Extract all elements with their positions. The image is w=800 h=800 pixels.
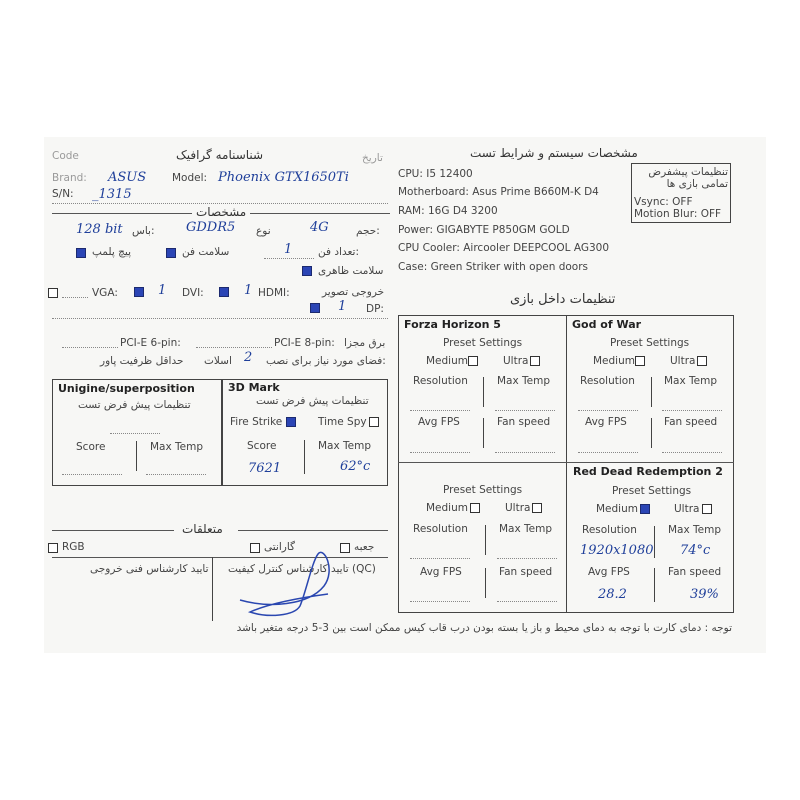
hdmi-checkbox[interactable]: [219, 287, 229, 297]
rdr2-medium-checkbox[interactable]: [640, 504, 650, 514]
3dmark-maxtemp-label: Max Temp: [318, 440, 372, 452]
model-value: Phoenix GTX1650Ti: [218, 170, 349, 185]
medium-label: Medium: [593, 355, 635, 367]
firestrike-checkbox[interactable]: [286, 417, 296, 427]
sn-value: _1315: [92, 187, 132, 202]
pcie6-label: PCI-E 6-pin:: [120, 337, 181, 349]
fan-count-label: تعداد فن:: [318, 246, 359, 258]
code-label: Code: [52, 150, 79, 162]
dvi-value: 1: [158, 283, 167, 298]
resolution-label: Resolution: [413, 375, 468, 387]
appearance-label: سلامت ظاهری: [318, 265, 384, 277]
avgfps-label: Avg FPS: [420, 566, 462, 578]
rdr2-maxtemp-value: 74°c: [680, 543, 711, 558]
dp-value: 1: [338, 299, 347, 314]
dp-label: DP:: [366, 303, 384, 315]
model-label: Model:: [172, 172, 208, 184]
rgb-checkbox[interactable]: [48, 543, 58, 553]
dvi-label: DVI:: [182, 287, 204, 299]
maxtemp-label: Max Temp: [668, 524, 722, 536]
screw-label: پیچ پلمپ: [92, 246, 131, 258]
rdr2-resolution-value: 1920x1080: [580, 543, 654, 558]
3dmark-score-value: 7621: [248, 461, 282, 476]
preset-label: Preset Settings: [612, 485, 692, 497]
gow-ultra-checkbox[interactable]: [697, 356, 707, 366]
output-label: خروجی تصویر: [322, 286, 385, 298]
display-settings-title: تنظیمات پیشفرض تمامی بازی ها: [648, 166, 728, 190]
game3-medium-checkbox[interactable]: [470, 503, 480, 513]
appearance-checkbox[interactable]: [302, 266, 312, 276]
maxtemp-label: Max Temp: [497, 375, 551, 387]
unigine-title: Unigine/superposition: [58, 382, 195, 395]
rdr2-fanspeed-value: 39%: [690, 587, 719, 602]
power-label: برق مجزا: [344, 337, 386, 349]
volume-label: حجم:: [356, 225, 380, 237]
game-title-forza: Forza Horizon 5: [404, 318, 501, 331]
timespy-label: Time Spy: [318, 416, 367, 428]
forza-medium-checkbox[interactable]: [468, 356, 478, 366]
avgfps-label: Avg FPS: [585, 416, 627, 428]
ultra-label: Ultra: [503, 355, 529, 367]
resolution-label: Resolution: [582, 524, 637, 536]
3dmark-title: 3D Mark: [228, 381, 280, 394]
system-cpu: CPU: I5 12400: [398, 168, 473, 180]
unigine-score-label: Score: [76, 441, 106, 453]
forza-ultra-checkbox[interactable]: [530, 356, 540, 366]
brand-label: Brand:: [52, 172, 87, 184]
vga-label: VGA:: [92, 287, 118, 299]
date-label: تاریخ: [362, 152, 383, 164]
fan-health-label: سلامت فن: [182, 246, 230, 258]
resolution-label: Resolution: [413, 523, 468, 535]
brand-value: ASUS: [108, 170, 147, 185]
games-title: تنظیمات داخل بازی: [510, 292, 616, 307]
motion-blur-setting: Motion Blur: OFF: [634, 208, 722, 220]
type-value: GDDR5: [186, 220, 236, 235]
vga-checkbox[interactable]: [48, 288, 58, 298]
bus-value: 128 bit: [76, 222, 123, 237]
timespy-checkbox[interactable]: [369, 417, 379, 427]
game-title-gow: God of War: [572, 318, 642, 331]
hdmi-value: 1: [244, 283, 253, 298]
psu-label: حداقل ظرفیت پاور: [100, 355, 184, 367]
ultra-label: Ultra: [505, 502, 531, 514]
avgfps-label: Avg FPS: [588, 566, 630, 578]
rdr2-avgfps-value: 28.2: [598, 587, 627, 602]
3dmark-score-label: Score: [247, 440, 277, 452]
card-title: شناسنامه گرافیک: [176, 148, 264, 162]
fanspeed-label: Fan speed: [497, 416, 551, 428]
screw-checkbox[interactable]: [76, 248, 86, 258]
resolution-label: Resolution: [580, 375, 635, 387]
game-title-rdr2: Red Dead Redemption 2: [573, 465, 723, 478]
box-label: جعبه: [354, 541, 375, 553]
specs-section-title: مشخصات: [196, 205, 247, 219]
3dmark-preset: تنظیمات پیش فرض تست: [256, 395, 369, 407]
fan-count-value: 1: [284, 242, 293, 257]
type-label: نوع: [256, 225, 271, 237]
fanspeed-label: Fan speed: [499, 566, 553, 578]
exit-approval-label: تایید کارشناس فنی خروجی: [90, 563, 209, 575]
game3-ultra-checkbox[interactable]: [532, 503, 542, 513]
preset-label: Preset Settings: [610, 337, 690, 349]
pcie8-label: PCI-E 8-pin:: [274, 337, 335, 349]
system-motherboard: Motherboard: Asus Prime B660M-K D4: [398, 186, 599, 198]
preset-label: Preset Settings: [443, 337, 523, 349]
medium-label: Medium: [426, 502, 468, 514]
warranty-label: گارانتی: [264, 541, 296, 553]
medium-label: Medium: [596, 503, 638, 515]
slots-unit: اسلات: [204, 355, 232, 367]
dp-checkbox[interactable]: [310, 303, 320, 313]
ultra-label: Ultra: [670, 355, 696, 367]
unigine-maxtemp-label: Max Temp: [150, 441, 204, 453]
unigine-preset: تنظیمات پیش فرض تست: [78, 399, 191, 411]
dvi-checkbox[interactable]: [134, 287, 144, 297]
fanspeed-label: Fan speed: [668, 566, 722, 578]
fanspeed-label: Fan speed: [664, 416, 718, 428]
system-power: Power: GIGABYTE P850GM GOLD: [398, 224, 570, 236]
system-title: مشخصات سیستم و شرایط تست: [470, 146, 638, 160]
rdr2-ultra-checkbox[interactable]: [702, 504, 712, 514]
signature-icon: [228, 536, 348, 622]
vsync-setting: Vsync: OFF: [634, 196, 693, 208]
accessories-title: متعلقات: [182, 522, 223, 536]
medium-label: Medium: [426, 355, 468, 367]
firestrike-label: Fire Strike: [230, 416, 283, 428]
qc-approval-label: تایید کارشناس کنترل کیفیت (QC): [228, 563, 376, 575]
gow-medium-checkbox[interactable]: [635, 356, 645, 366]
bus-label: باس:: [132, 225, 155, 237]
footer-note: توجه : دمای کارت با توجه به دمای محیط و باز یا بسته بودن درب قاب کیس ممکن است بین 3-5 درجه متغیر باشد: [236, 622, 732, 634]
hdmi-label: HDMI:: [258, 287, 290, 299]
slots-label: فضای مورد نیاز برای نصب:: [266, 355, 386, 367]
maxtemp-label: Max Temp: [499, 523, 553, 535]
system-cooler: CPU Cooler: Aircooler DEEPCOOL AG300: [398, 242, 609, 254]
fan-health-checkbox[interactable]: [166, 248, 176, 258]
rgb-label: RGB: [62, 541, 85, 553]
maxtemp-label: Max Temp: [664, 375, 718, 387]
ultra-label: Ultra: [674, 503, 700, 515]
preset-label: Preset Settings: [443, 484, 523, 496]
volume-value: 4G: [310, 220, 329, 235]
avgfps-label: Avg FPS: [418, 416, 460, 428]
system-case: Case: Green Striker with open doors: [398, 261, 588, 273]
system-ram: RAM: 16G D4 3200: [398, 205, 498, 217]
slots-value: 2: [244, 350, 253, 365]
3dmark-maxtemp-value: 62°c: [340, 459, 371, 474]
sn-label: S/N:: [52, 188, 74, 200]
